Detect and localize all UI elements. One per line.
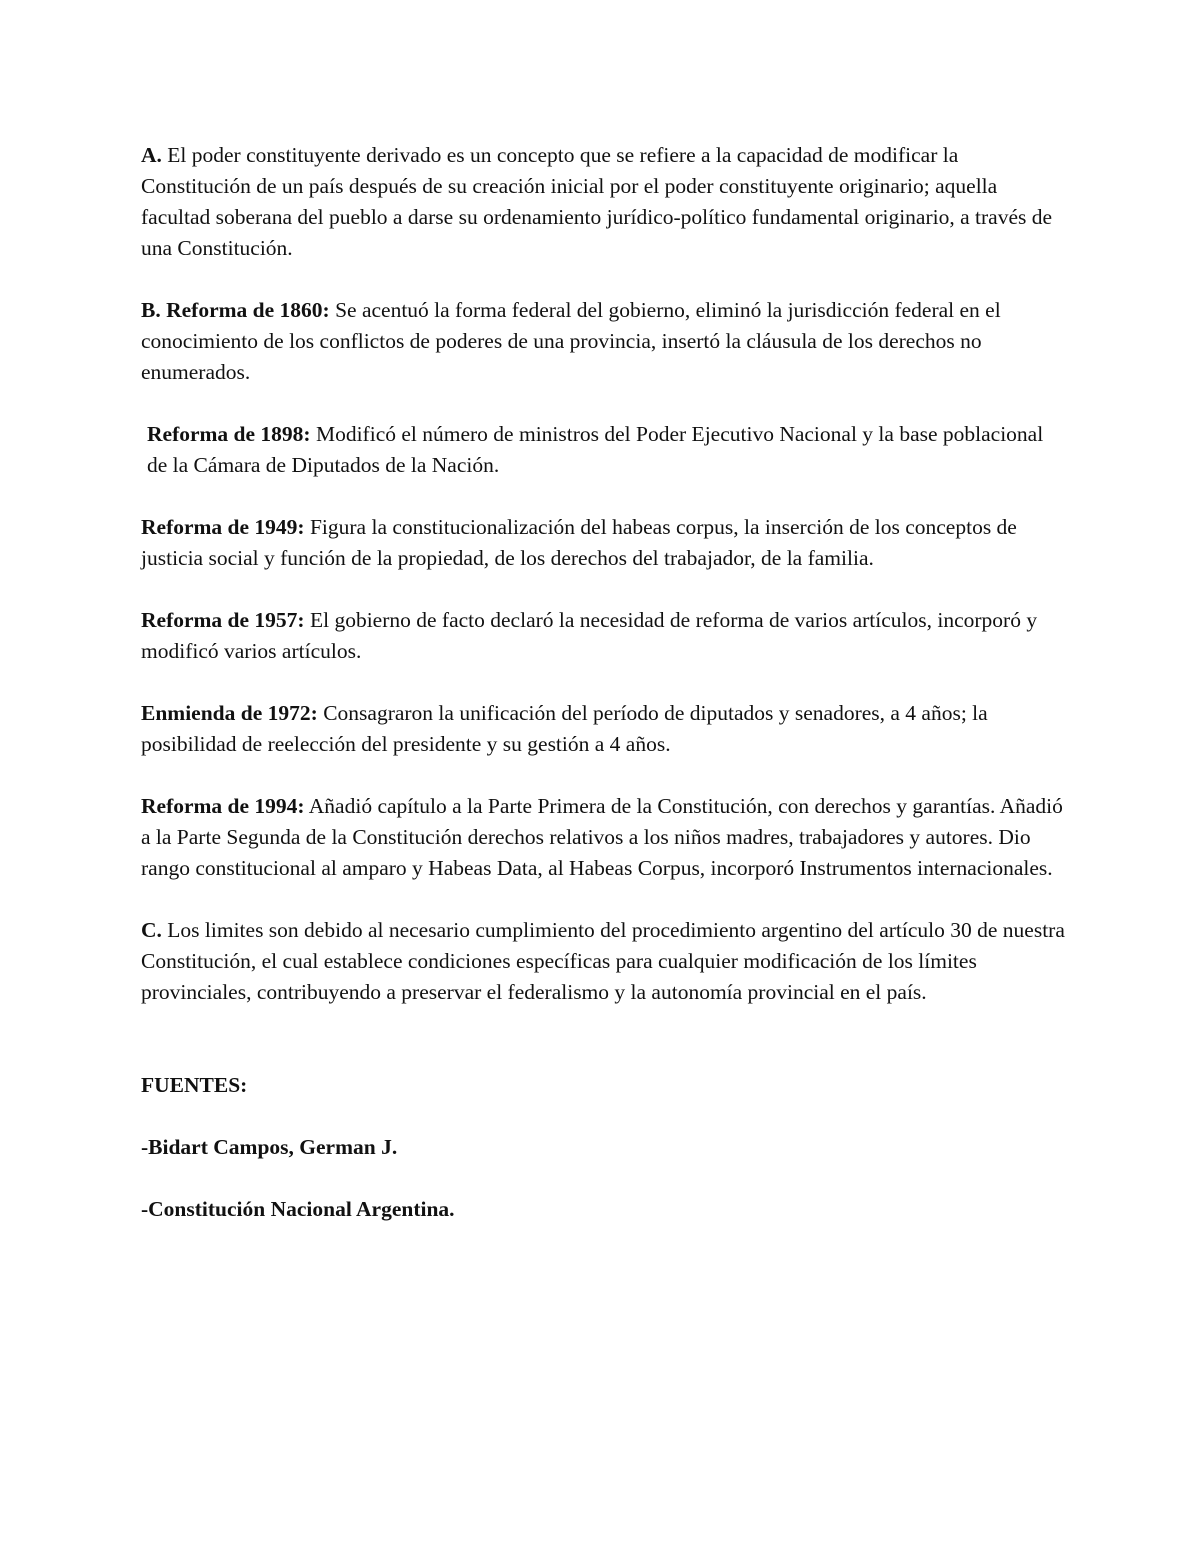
section-a-paragraph: [141, 140, 1066, 264]
reform-1957-paragraph: [141, 605, 1066, 667]
amendment-1972-text: Consagraron la unificación del período de diputados y senadores, a 4 años; la posibilidad de reelección del presidente y su gestión a 4 años.: [141, 701, 988, 756]
source-item-bidart-campos: -Bidart Campos, German J.: [141, 1135, 398, 1159]
reform-1957-text: El gobierno de facto declaró la necesidad de reforma de varios artículos, incorporó y modificó varios artículos.: [141, 608, 1038, 663]
reform-1994-text: Añadió capítulo a la Parte Primera de la Constitución, con derechos y garantías. Añadió a la Parte Segunda de la Constitución derechos relativos a los niños madres, trabajadores y autores. Dio rango constitucional al amparo y Habeas Data, al Habeas Corpus, incorporó Instrumentos internacionales.: [141, 794, 1063, 880]
reform-1898-paragraph: [141, 419, 1066, 481]
reform-1994-paragraph: [141, 791, 1066, 884]
section-a-label: A.: [141, 143, 162, 167]
blank-line: [141, 1039, 1066, 1070]
source-item-constitucion: -Constitución Nacional Argentina.: [141, 1197, 455, 1221]
reform-1949-paragraph: [141, 512, 1066, 574]
reform-1860-paragraph: [141, 295, 1066, 388]
reform-1860-text: Se acentuó la forma federal del gobierno, eliminó la jurisdicción federal en el conocimiento de los conflictos de poderes de una provincia, insertó la cláusula de los derechos no enumerados.: [141, 298, 1001, 384]
reform-1898-label: Reforma de 1898:: [147, 422, 311, 446]
amendment-1972-label: Enmienda de 1972:: [141, 701, 318, 725]
reform-1949-label: Reforma de 1949:: [141, 515, 305, 539]
reform-1994-label: Reforma de 1994:: [141, 794, 305, 818]
amendment-1972-paragraph: [141, 698, 1066, 760]
section-a-text: El poder constituyente derivado es un concepto que se refiere a la capacidad de modificar la Constitución de un país después de su creación inicial por el poder constituyente originario; aquella facultad soberana del pueblo a darse su ordenamiento jurídico-político fundamental originario, a través de una Constitución.: [141, 143, 1053, 260]
reform-1949-text: Figura la constitucionalización del habeas corpus, la inserción de los conceptos de justicia social y función de la propiedad, de los derechos del trabajador, de la familia.: [141, 515, 1017, 570]
sources-heading: FUENTES:: [141, 1073, 248, 1097]
section-c-label: C.: [141, 918, 162, 942]
section-c-text: Los limites son debido al necesario cumplimiento del procedimiento argentino del artículo 30 de nuestra Constitución, el cual establece condiciones específicas para cualquier modificación de los límites provinciales, contribuyendo a preservar el federalismo y la autonomía provincial en el país.: [141, 918, 1065, 1004]
reform-1898-text: Modificó el número de ministros del Poder Ejecutivo Nacional y la base poblacional de la Cámara de Diputados de la Nación.: [147, 422, 1044, 477]
reform-1860-label: B. Reforma de 1860:: [141, 298, 330, 322]
reform-1957-label: Reforma de 1957:: [141, 608, 305, 632]
document-page: [141, 140, 1066, 1256]
section-c-paragraph: [141, 915, 1066, 1008]
